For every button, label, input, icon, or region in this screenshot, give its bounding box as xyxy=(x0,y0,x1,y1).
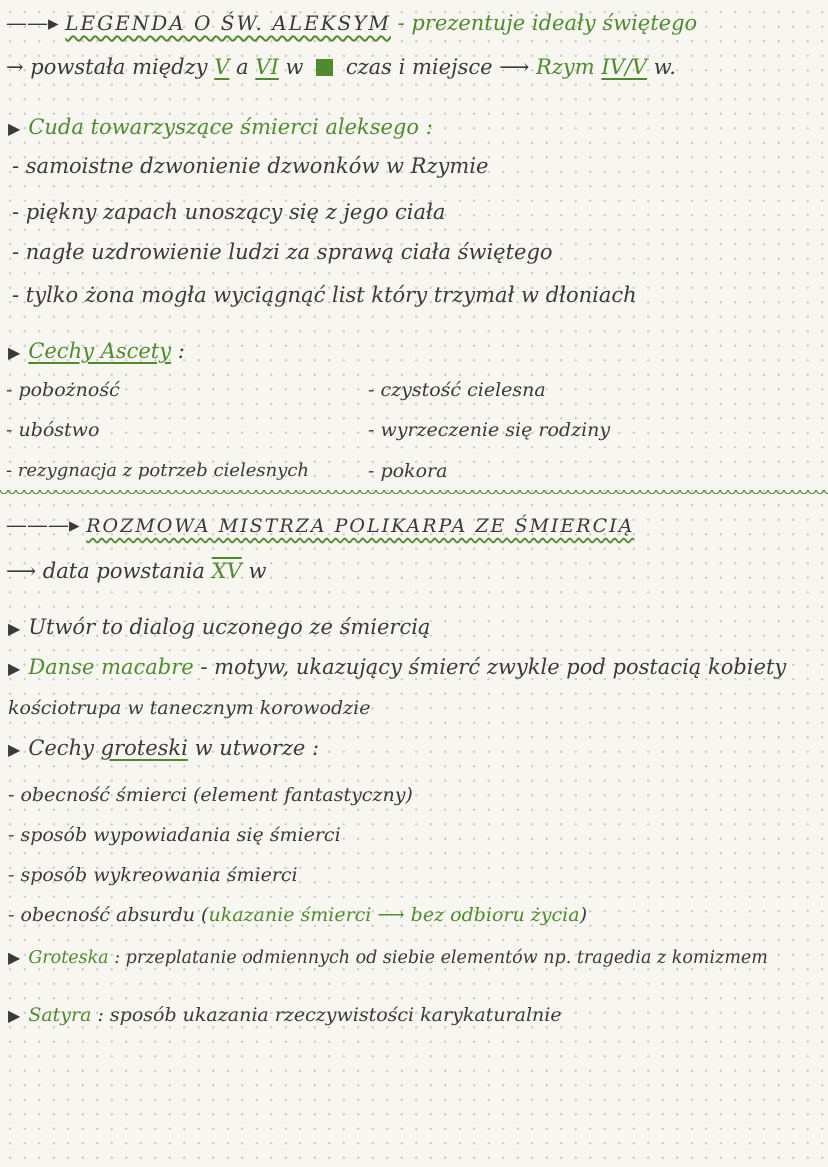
dialog-text: Utwór to dialog uczonego ze śmiercią xyxy=(28,615,431,639)
triangle-bullet-icon: ▶ xyxy=(8,619,21,638)
place-rome: Rzym xyxy=(536,55,595,79)
triangle-bullet-icon: ▶ xyxy=(8,659,21,678)
dialog-line xyxy=(8,612,430,644)
section2-title: ROZMOWA MISTRZA POLIKARPA ZE ŚMIERCIĄ xyxy=(86,515,635,537)
absurd-item xyxy=(8,900,587,930)
ascetic-heading xyxy=(8,336,185,368)
origin-w: w xyxy=(285,55,304,79)
miracles-heading-text: Cuda towarzyszące śmierci aleksego : xyxy=(28,115,433,139)
arrow-icon: ——▸ xyxy=(6,11,59,35)
section1-title: LEGENDA O ŚW. ALEKSYM xyxy=(65,11,391,35)
list-item: - wyrzeczenie się rodziny xyxy=(368,419,611,441)
century-vi: VI xyxy=(255,55,279,79)
satyra-definition: : sposób ukazania rzeczywistości karykaturalnie xyxy=(97,1004,562,1026)
list-item: - rezygnacja z potrzeb cielesnych xyxy=(6,460,310,481)
danse-definition: - motyw, ukazujący śmierć zwykle pod postacią kobiety xyxy=(200,655,787,679)
list-item: - ubóstwo xyxy=(6,419,100,441)
list-item: - czystość cielesna xyxy=(368,379,546,401)
list-item: - sposób wykreowania śmierci xyxy=(8,864,298,886)
century-v: V xyxy=(214,55,230,79)
list-item: - nagłe uzdrowienie ludzi za sprawą ciała świętego xyxy=(12,240,553,264)
list-item: - pokora xyxy=(368,460,448,482)
list-item: - samoistne dzwonienie dzwonków w Rzymie xyxy=(12,154,489,178)
triangle-bullet-icon: ▶ xyxy=(8,1006,21,1025)
time-place-label: czas i miejsce ⟶ xyxy=(345,55,530,79)
arrow-icon: ⟶ xyxy=(6,559,37,583)
list-item: - pobożność xyxy=(6,379,120,401)
grotesk-heading-a: Cechy xyxy=(28,736,94,760)
groteska-term: Groteska xyxy=(28,948,109,968)
grotesk-heading-c: w utworze : xyxy=(194,736,320,760)
origin-line xyxy=(6,52,676,82)
list-item: - sposób wypowiadania się śmierci xyxy=(8,824,341,846)
section2-title-line xyxy=(6,510,634,541)
grotesk-heading xyxy=(8,733,319,765)
ascetic-heading-colon: : xyxy=(177,339,185,363)
origin-conj: a xyxy=(236,55,249,79)
groteska-definition: : przeplatanie odmiennych od siebie elementów np. tragedia z komizmem xyxy=(114,948,768,968)
list-item: - obecność śmierci (element fantastyczny) xyxy=(8,784,413,806)
arrow-icon: ———▸ xyxy=(6,513,80,537)
miracles-heading xyxy=(8,112,433,144)
section1-title-description: - prezentuje ideały świętego xyxy=(397,11,698,35)
list-item: - tylko żona mogła wyciągnąć list który trzymał w dłoniach xyxy=(12,283,637,307)
danse-continuation: kościotrupa w tanecznym korowodzie xyxy=(8,697,371,719)
absurd-example: ukazanie śmierci ⟶ bez odbioru życia xyxy=(208,904,580,926)
triangle-bullet-icon: ▶ xyxy=(8,119,21,138)
groteska-line xyxy=(8,943,768,973)
section1-title-line xyxy=(6,8,697,38)
absurd-text: - obecność absurdu ( xyxy=(8,904,209,926)
date-label: data powstania xyxy=(42,559,205,583)
danse-line xyxy=(8,652,786,684)
date-line xyxy=(6,556,266,586)
satyra-term: Satyra xyxy=(28,1004,92,1026)
green-square-icon xyxy=(316,59,333,76)
triangle-bullet-icon: ▶ xyxy=(8,343,21,362)
satyra-line xyxy=(8,1000,562,1031)
arrow-icon: → xyxy=(6,55,24,79)
ascetic-heading-text: Cechy Ascety xyxy=(28,339,172,363)
place-century: IV/V xyxy=(601,55,648,79)
absurd-close: ) xyxy=(579,904,587,926)
list-item: - piękny zapach unoszący się z jego ciała xyxy=(12,200,446,224)
triangle-bullet-icon: ▶ xyxy=(8,948,21,967)
century-suffix: w. xyxy=(653,55,676,79)
danse-term: Danse macabre xyxy=(28,655,194,679)
grotesk-heading-b: groteski xyxy=(100,736,188,760)
triangle-bullet-icon: ▶ xyxy=(8,740,21,759)
date-suffix: w xyxy=(248,559,267,583)
section-divider xyxy=(0,490,828,500)
date-value: $\overline{XV}$ xyxy=(211,559,242,583)
origin-text: powstała między xyxy=(30,55,208,79)
